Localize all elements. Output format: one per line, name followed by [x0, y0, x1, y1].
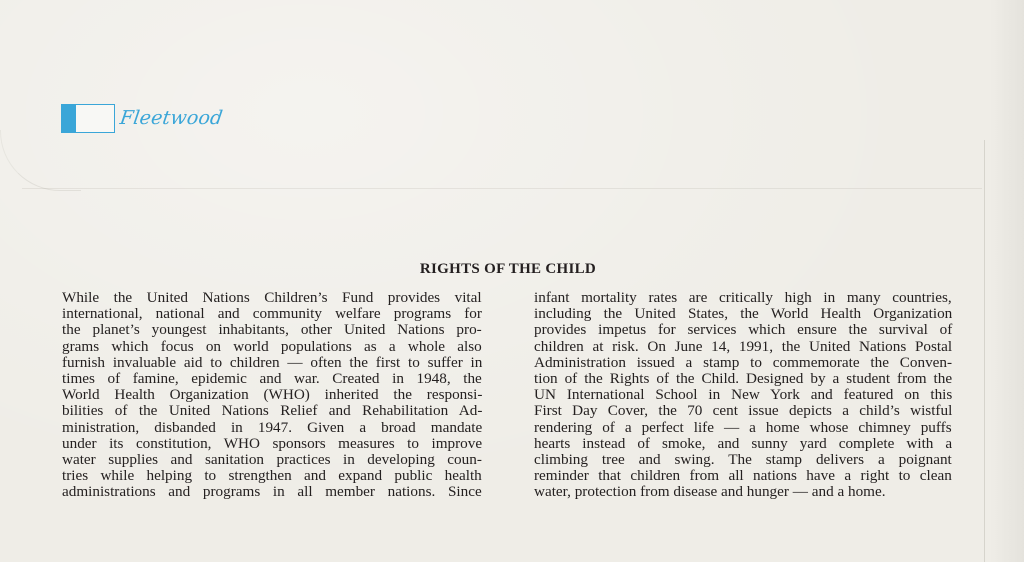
text-line: Administration issued a stamp to commemorate the Conven- — [534, 353, 953, 371]
text-line: the planet’s youngest inhabitants, other United Nations pro- — [62, 321, 482, 339]
text-line: bilities of the United Nations Relief and Rehabilitation Ad- — [62, 402, 483, 420]
text-line: ministration, disbanded in 1947. Given a broad mandate — [62, 418, 483, 436]
text-line: grams which focus on world populations as a whole also — [62, 337, 482, 355]
text-line: infant mortality rates are critically high in many countries, — [534, 289, 952, 306]
text-line: administrations and programs in all member nations. Since — [62, 483, 482, 501]
text-line: provides impetus for services which ensure the survival of — [534, 321, 953, 339]
text-line: water supplies and sanitation practices in developing coun- — [62, 451, 482, 469]
text-line: World Health Organization (WHO) inherited the responsi- — [62, 386, 483, 404]
text-line: First Day Cover, the 70 cent issue depicts a child’s wistful — [534, 402, 953, 420]
text-line: furnish invaluable aid to children — often the first to suffer in — [62, 353, 483, 371]
text-line: under its constitution, WHO sponsors measures to improve — [62, 434, 483, 452]
envelope-right-fold — [984, 140, 985, 562]
text-line: including the United States, the World Health Organization — [534, 305, 953, 323]
envelope-flap-curve — [0, 130, 81, 191]
text-line: international, national and community welfare programs for — [62, 305, 482, 323]
fleetwood-logo — [61, 104, 223, 133]
fleetwood-box-logo-icon — [61, 104, 115, 133]
fleetwood-wordmark: Fleetwood — [118, 107, 225, 129]
text-line: climbing tree and swing. The stamp delivers a poignant — [534, 451, 952, 469]
text-line: reminder that children from all nations have a right to clean — [534, 467, 952, 485]
text-line: tion of the Rights of the Child. Designed by a student from the — [534, 370, 953, 388]
text-line: water, protection from disease and hunger — and a home. — [534, 483, 886, 501]
envelope-flap-edge — [22, 188, 982, 189]
right-text-column — [534, 290, 952, 501]
text-line: children at risk. On June 14, 1991, the United Nations Postal — [534, 337, 953, 355]
text-line: rendering of a perfect life — a home whose chimney puffs — [534, 418, 952, 436]
text-line: hearts instead of smoke, and sunny yard complete with a — [534, 434, 953, 452]
page-title: RIGHTS OF THE CHILD — [419, 261, 597, 277]
left-text-column — [62, 290, 482, 501]
text-line: UN International School in New York and featured on this — [534, 386, 953, 404]
envelope-right-edge — [990, 0, 1024, 562]
text-line: tries while helping to strengthen and expand public health — [62, 467, 482, 485]
text-line: times of famine, epidemic and war. Created in 1948, the — [62, 370, 482, 388]
text-line: While the United Nations Children’s Fund provides vital — [62, 289, 482, 306]
